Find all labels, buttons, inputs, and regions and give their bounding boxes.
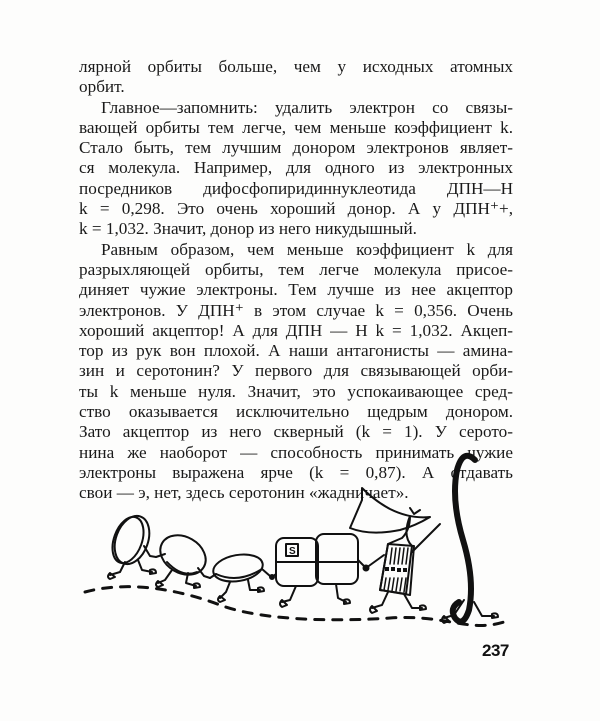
tablet-3-icon [210, 551, 274, 602]
text-line: разрыхляющей орбиты, тем легче молекула присое- [79, 259, 513, 279]
text-line: диняет чужие электроны. Тем лучше из нее акцептор [79, 280, 513, 300]
integral-s-icon [442, 456, 498, 623]
page-number: 237 [482, 641, 509, 660]
body-text [79, 57, 513, 504]
text-line: электронов. У ДПН⁺ в этом случае k = 0,356. Очень [79, 300, 513, 320]
tablet-2-icon [153, 527, 213, 588]
package-icon [272, 534, 369, 607]
text-line: k = 1,032. Значит, донор из него никудышный. [79, 219, 417, 239]
text-line: Стало быть, тем лучшим донором электронов являет- [79, 138, 513, 158]
text-line: посредников дифосфопиридиннуклеотида ДПН—Н [79, 178, 513, 198]
text-line: орбит. [79, 77, 125, 97]
tablet-1-icon [107, 511, 156, 579]
text-line: k = 0,298. Это очень хороший донор. А у ДПН⁺+, [79, 199, 513, 219]
bottle-icon [366, 508, 440, 613]
text-line: зин и серотонин? У первого для связывающей орби- [79, 361, 513, 381]
text-line: электроны выражена ярче (k = 0,87). А отдавать [79, 462, 513, 482]
text-line: нина же наоборот — способность принимать чужие [79, 442, 513, 462]
text-line: тор из рук вон плохой. А наши антагонисты — амина- [79, 341, 513, 361]
text-line: Главное—запомнить: удалить электрон со связы- [101, 97, 513, 117]
molecule-procession-illustration [70, 440, 530, 670]
text-line: ся молекула. Например, для одного из электронных [79, 158, 513, 178]
package-label: S [289, 546, 296, 557]
text-line: вающей орбиты тем легче, чем меньше коэффициент k. [79, 117, 513, 137]
text-line: хороший акцептор! А для ДПН — Н k = 1,032. Акцеп- [79, 320, 513, 340]
text-line: Равным образом, чем меньше коэффициент k для [101, 239, 513, 259]
text-line: лярной орбиты больше, чем у исходных атомных [79, 57, 513, 76]
text-line: свои — э, нет, здесь серотонин «жадничает». [79, 483, 409, 503]
text-line: Зато акцептор из него скверный (k = 1). У серото- [79, 422, 513, 442]
text-line: ты k меньше нуля. Значит, это успокаивающее сред- [79, 381, 513, 401]
text-line: ство оказывается исключительно щедрым донором. [79, 402, 513, 422]
